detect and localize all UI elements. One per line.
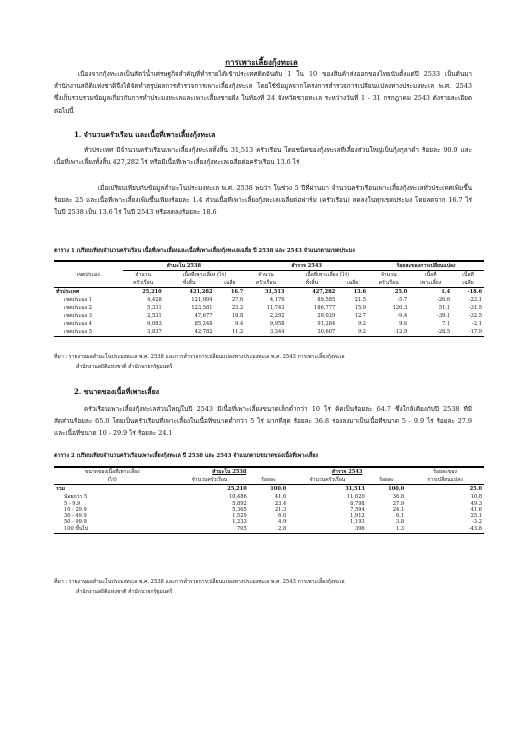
table-cell: 91,284 <box>317 321 336 327</box>
row-label: ทั่วประเทศ <box>56 289 80 295</box>
table-cell: -9.4 <box>397 313 408 319</box>
table-cell: 100.0 <box>388 486 405 492</box>
table-row <box>54 312 484 320</box>
table-cell: 85,248 <box>194 321 213 327</box>
table-cell: -43.8 <box>468 526 482 532</box>
table-1-source <box>54 352 484 372</box>
table-cell: 7,594 <box>350 507 365 513</box>
table-1-col-area-short-2: เพาะเลี้ยง <box>420 280 442 286</box>
table-cell: 25,210 <box>142 289 162 295</box>
table-cell: 8,798 <box>350 501 365 507</box>
table-1-col-households: จำนวน <box>135 272 151 278</box>
table-cell: 21.5 <box>354 297 367 303</box>
table-2-source-line-1: ที่มา : รายงานผลสำมะโนประมงทะเล พ.ศ. 2538 และการสำรวจการเปลี่ยนแปลงทางประมงทะเล พ.ศ. 2543 การเพาะเลี้ยงกุ้งทะเล <box>54 579 345 585</box>
table-cell: 36.8 <box>392 494 405 500</box>
table-cell: 24.1 <box>392 507 405 513</box>
table-cell: -12.9 <box>394 329 408 335</box>
row-label: น้อยกว่า 5 <box>64 494 88 500</box>
table-cell: 27.9 <box>392 501 405 507</box>
table-cell: 18.8 <box>231 313 244 319</box>
table-cell: -2.1 <box>472 321 482 327</box>
table-1-col-households: จำนวน <box>380 272 397 278</box>
table-cell: -28.5 <box>437 329 451 335</box>
table-cell: 3,344 <box>269 329 285 335</box>
table-cell: 9.2 <box>357 329 367 335</box>
table-2 <box>54 466 484 534</box>
table-cell: 4.9 <box>278 519 287 525</box>
table-2-col-size: ขนาดของเนื้อที่เพาะเลี้ยง <box>84 469 140 475</box>
table-1-col-households-2: ครัวเรือน <box>255 280 276 286</box>
table-cell: -22.1 <box>468 297 482 303</box>
table-cell: 7.1 <box>442 321 451 327</box>
table-cell: 12.7 <box>354 313 367 319</box>
table-cell: 1,233 <box>232 519 247 525</box>
table-cell: 5,331 <box>147 305 162 311</box>
table-cell: 31,513 <box>264 289 285 295</box>
table-1-col-households-2: ครัวเรือน <box>378 280 399 286</box>
table-cell: 41.6 <box>470 507 482 513</box>
table-cell: 25.0 <box>394 289 408 295</box>
table-cell: 49.3 <box>470 501 482 507</box>
table-cell: 9.6 <box>399 321 408 327</box>
table-row <box>54 304 484 312</box>
table-cell: 11,743 <box>266 305 285 311</box>
table-cell: 6.0 <box>278 513 287 519</box>
table-cell: 25.0 <box>469 486 482 492</box>
table-row <box>54 525 484 534</box>
table-cell: 9,083 <box>147 321 162 327</box>
table-cell: -17.9 <box>468 329 482 335</box>
table-2-col-pct: ร้อยละ <box>261 477 276 483</box>
table-cell: 25.1 <box>470 513 482 519</box>
table-cell: 121,994 <box>191 297 213 303</box>
table-cell: 1,193 <box>350 519 365 525</box>
table-2-col-households: จำนวนครัวเรือน <box>309 477 346 483</box>
row-label: เขตประมง 3 <box>64 313 92 319</box>
table-1-source-line-1: ที่มา : รายงานผลสำมะโนประมงทะเล พ.ศ. 2538 และการสำรวจการเปลี่ยนแปลงทางประมงทะเล พ.ศ. 2543 การเพาะเลี้ยงกุ้งทะเล <box>54 354 345 360</box>
table-cell: -32.5 <box>468 313 482 319</box>
table-row <box>54 485 484 494</box>
table-2-group-change-2: การเปลี่ยนแปลง <box>427 477 463 483</box>
table-cell: -3.2 <box>472 519 482 525</box>
intro-paragraph: เนื่องจากกุ้งทะเลเป็นสัตว์น้ำเศรษฐกิจสำคัญที่ทำรายได้เข้าประเทศติดอันดับ 1 ใน 10 ของสินค้าส่งออกของไทยนับตั้งแต่ปี 2533 เป็นต้นมา สำนักงานสถิติแห่งชาติจึงได้จัดทำสรุปผลการสำรวจการเพาะเลี้ยงกุ้งทะเล โดยใช้ข้อมูลจากโครงการสำรวจการเปลี่ยนแปลงทางประมงทะเล พ.ศ. 2543 ซึ่งเก็บรวบรวมข้อมูลเกี่ยวกับการทำประมงทะเลและเพาะเลี้ยงชายฝั่ง ในท้องที่ 24 จังหวัดชายทะเล ระหว่างวันที่ 1 - 31 กรกฎาคม 2543 ดังรายละเอียดต่อไปนี้ <box>54 70 472 115</box>
table-cell: 2,292 <box>269 313 285 319</box>
table-cell: -39.1 <box>437 313 451 319</box>
table-cell: 396 <box>354 526 365 532</box>
table-row <box>54 328 484 337</box>
table-1-col-area: เนื้อที่เพาะเลี้ยง (ไร่) <box>305 272 350 278</box>
table-cell: 9.4 <box>235 321 244 327</box>
table-1-col-total-area: ทั้งสิ้น <box>305 280 319 286</box>
row-label: 100 ขึ้นไป <box>64 526 89 532</box>
table-cell: 27.6 <box>231 297 244 303</box>
table-2-group-change: ร้อยละของ <box>433 469 457 475</box>
section-2-paragraph: ครัวเรือนเพาะเลี้ยงกุ้งทะเลส่วนใหญ่ในปี 2543 มีเนื้อที่เพาะเลี้ยงขนาดเล็กต่ำกว่า 10 ไร่ คิดเป็นร้อยละ 64.7 ซึ่งใกล้เคียงกับปี 2538 ที่มีสัดส่วนร้อยละ 65.0 โดยเป็นครัวเรือนที่เพาะเลี้ยงในเนื้อที่ขนาดต่ำกว่า 5 ไร่ มากที่สุด ร้อยละ 36.8 รองลงมาเป็นเนื้อที่ขนาด 5 - 9.9 ไร่ ร้อยละ 27.9 และเนื้อที่ขนาด 10 - 29.9 ไร่ ร้อยละ 24.1 <box>54 405 472 438</box>
table-1-header-region <box>54 261 123 271</box>
table-cell: 42,782 <box>194 329 213 335</box>
table-cell: 1.4 <box>441 289 451 295</box>
table-cell: 120.3 <box>392 305 408 311</box>
table-cell: 5,892 <box>232 501 247 507</box>
table-cell: 21.3 <box>274 507 287 513</box>
table-cell: 2.8 <box>278 526 287 532</box>
table-1-group-2538: สำมะโน 2538 <box>123 261 246 271</box>
table-cell: 705 <box>237 526 247 532</box>
table-1-col-households: จำนวน <box>258 272 274 278</box>
table-cell: 3.8 <box>396 519 405 525</box>
table-1-col-avg-area-2: เฉลี่ย <box>462 280 474 286</box>
table-1-group-2543: สำรวจ 2543 <box>245 261 368 271</box>
table-cell: -31.5 <box>468 305 482 311</box>
table-cell: 1,912 <box>350 513 365 519</box>
table-cell: 6.1 <box>396 513 405 519</box>
table-2-col-pct: ร้อยละ <box>379 477 394 483</box>
table-1-col-avg-area: เนื้อที่ <box>462 272 474 278</box>
table-cell: 41.6 <box>274 494 287 500</box>
table-cell: -26.6 <box>437 297 451 303</box>
table-cell: 9.2 <box>357 321 367 327</box>
table-1-col-households-2: ครัวเรือน <box>133 280 154 286</box>
table-cell: 23.4 <box>274 501 287 507</box>
table-2-source-line-2: สำนักงานสถิติแห่งชาติ สำนักนายกรัฐมนตรี <box>76 589 173 595</box>
table-1-col-area-short: เนื้อที่ <box>424 272 437 278</box>
table-cell: 25,210 <box>227 486 247 492</box>
row-label: เขตประมง 4 <box>64 321 92 327</box>
section-1-heading: 1. จำนวนครัวเรือน และเนื้อที่เพาะเลี้ยงกุ้งทะเล <box>74 130 216 139</box>
table-cell: 10.8 <box>470 494 482 500</box>
table-2-group-2543: สำรวจ 2543 <box>331 469 363 475</box>
row-label: 50 - 99.9 <box>64 519 87 525</box>
table-cell: -5.7 <box>397 297 408 303</box>
table-cell: 13.6 <box>353 289 367 295</box>
table-1-source-line-2: สำนักงานสถิติแห่งชาติ สำนักนายกรัฐมนตรี <box>76 364 173 370</box>
table-cell: 23.2 <box>231 305 244 311</box>
table-row <box>54 288 484 297</box>
table-cell: 2,531 <box>147 313 162 319</box>
table-cell: 10,486 <box>228 494 247 500</box>
table-cell: 11,620 <box>346 494 365 500</box>
table-1-group-change: ร้อยละของการเปลี่ยนแปลง <box>368 261 484 271</box>
row-label: 5 - 9.9 <box>64 501 81 507</box>
table-row <box>54 493 484 501</box>
table-1-col-avg: เฉลี่ย <box>224 280 236 286</box>
table-cell: -18.6 <box>467 289 482 295</box>
table-cell: 29,029 <box>317 313 336 319</box>
row-label: เขตประมง 2 <box>64 305 92 311</box>
table-cell: 30,607 <box>317 329 336 335</box>
table-row <box>54 320 484 328</box>
table-cell: 31,513 <box>345 486 365 492</box>
table-1 <box>54 260 484 337</box>
table-2-group-2538: สำมะโน 2538 <box>212 469 247 475</box>
table-cell: 427,282 <box>312 289 336 295</box>
table-cell: 15.9 <box>354 305 367 311</box>
table-1-col-avg: เฉลี่ย <box>346 280 359 286</box>
section-2-heading: 2. ขนาดของเนื้อที่เพาะเลี้ยง <box>74 387 160 396</box>
table-row <box>54 296 484 304</box>
table-2-source <box>54 577 484 597</box>
table-1-col-area: เนื้อที่เพาะเลี้ยง (ไร่) <box>182 272 227 278</box>
table-cell: 1.3 <box>396 526 405 532</box>
table-cell: 3,837 <box>147 329 162 335</box>
row-label: เขตประมง 5 <box>64 329 92 335</box>
page-title: การเพาะเลี้ยงกุ้งทะเล <box>225 57 298 67</box>
table-2-col-size-unit: (ไร่) <box>107 477 117 483</box>
table-cell: 186,777 <box>314 305 336 311</box>
row-label: เขตประมง 1 <box>64 297 92 303</box>
table-cell: 4,428 <box>147 297 162 303</box>
table-1-col-region: เขตประมง <box>76 271 100 278</box>
table-2-caption: ตาราง 2 เปรียบเทียบจำนวนครัวเรือนเพาะเลี้ยงกุ้งทะเล ปี 2538 และ 2543 จำแนกตามขนาดของเนื้อที่เพาะเลี้ยง <box>54 453 319 459</box>
section-1-paragraph-1: ทั่วประเทศ มีจำนวนครัวเรือนเพาะเลี้ยงกุ้งทะเลทั้งสิ้น 31,513 ครัวเรือน โดยชนิดของกุ้งทะเลที่เลี้ยงส่วนใหญ่เป็นกุ้งกุลาดำ ร้อยละ 90.9 และเนื้อที่เพาะเลี้ยงทั้งสิ้น 427,282 ไร่ หรือมีเนื้อที่เพาะเลี้ยงกุ้งทะเลเฉลี่ยต่อครัวเรือน 13.6 ไร่ <box>54 146 472 167</box>
table-cell: 5,365 <box>232 507 247 513</box>
table-cell: 11.2 <box>231 329 244 335</box>
table-1-caption: ตาราง 1 เปรียบเทียบจำนวนครัวเรือน เนื้อที่เพาะเลี้ยงและเนื้อที่เพาะเลี้ยงกุ้งทะเลเฉลี่ย ปี 2538 และ 2543 จำแนกตามเขตประมง <box>54 248 355 254</box>
row-label: รวม <box>56 486 65 492</box>
table-cell: 51.1 <box>438 305 451 311</box>
section-1-paragraph-2: เมื่อเปรียบเทียบกับข้อมูลสำมะโนประมงทะเล พ.ศ. 2538 พบว่า ในช่วง 5 ปีที่ผ่านมา จำนวนครัวเรือนเพาะเลี้ยงกุ้งทะเลทั่วประเทศเพิ่มขึ้นร้อยละ 25 และเนื้อที่เพาะเลี้ยงเพิ่มขึ้นเพียงร้อยละ 1.4 ส่วนเนื้อที่เพาะเลี้ยงกุ้งทะเลเฉลี่ยต่อฟาร์ม (ครัวเรือน) ลดลงในทุกเขตประมง โดยลดจาก 16.7 ไร่ ในปี 2538 เป็น 13.6 ไร่ ในปี 2543 หรือลดลงร้อยละ 18.6 <box>54 184 472 217</box>
table-cell: 16.7 <box>230 289 244 295</box>
table-1-col-total-area: ทั้งสิ้น <box>182 280 196 286</box>
table-cell: 1,529 <box>232 513 247 519</box>
table-cell: 4,176 <box>269 297 285 303</box>
table-cell: 89,585 <box>317 297 336 303</box>
table-cell: 47,677 <box>194 313 213 319</box>
table-cell: 100.0 <box>270 486 287 492</box>
row-label: 10 - 29.9 <box>64 507 87 513</box>
table-cell: 123,581 <box>191 305 213 311</box>
table-2-col-households: จำนวนครัวเรือน <box>191 477 228 483</box>
table-cell: 9,958 <box>269 321 285 327</box>
row-label: 30 - 49.9 <box>64 513 87 519</box>
table-cell: 421,282 <box>189 289 213 295</box>
